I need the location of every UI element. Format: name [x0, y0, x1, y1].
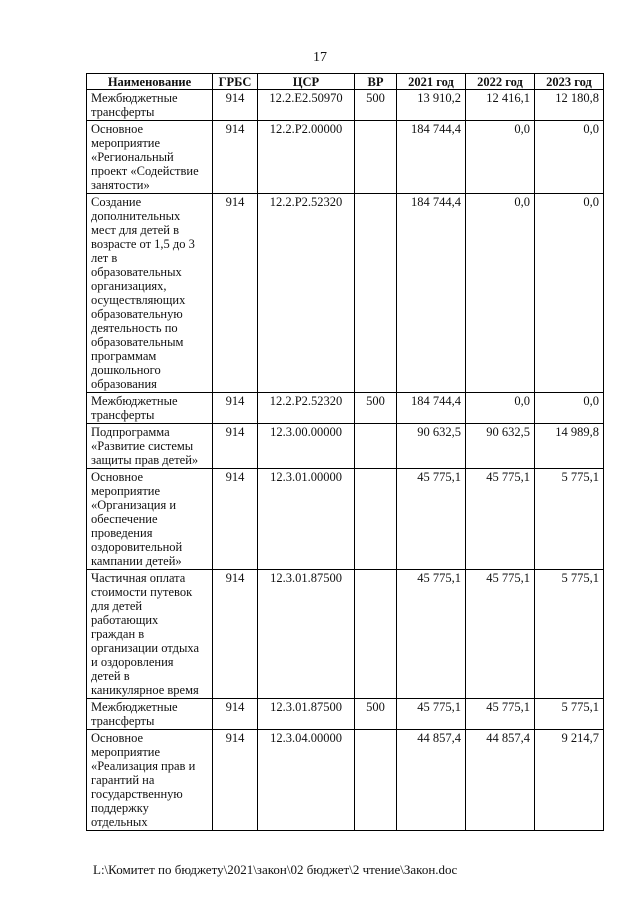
row-grbs-cell: 914 [213, 570, 258, 699]
row-name-line: осуществляющих [91, 293, 186, 307]
row-vr-cell: 500 [355, 699, 397, 730]
header-csr: ЦСР [258, 74, 355, 90]
table-header-row [87, 74, 604, 90]
table-row [87, 570, 604, 699]
row-name-cell [87, 570, 213, 699]
row-name-line: Частичная оплата [91, 571, 186, 585]
row-csr-cell: 12.3.01.00000 [258, 469, 355, 570]
table-row [87, 121, 604, 194]
row-2023-cell: 5 775,1 [535, 570, 604, 699]
footer-file-path: L:\Комитет по бюджету\2021\закон\02 бюджет\2 чтение\Закон.doc [93, 862, 458, 877]
row-2021-cell: 45 775,1 [397, 469, 466, 570]
row-csr-cell: 12.3.01.87500 [258, 570, 355, 699]
row-csr-cell: 12.3.00.00000 [258, 424, 355, 469]
row-name-line: мероприятие [91, 745, 161, 759]
row-2023-cell: 9 214,7 [535, 730, 604, 831]
row-2021-cell: 184 744,4 [397, 393, 466, 424]
row-name-line: детей в [91, 669, 130, 683]
row-name-line: мероприятие [91, 136, 161, 150]
row-2022-cell: 0,0 [466, 194, 535, 393]
row-name-line: оздоровительной [91, 540, 183, 554]
row-name-line: Межбюджетные [91, 394, 178, 408]
row-name-line: для детей [91, 599, 143, 613]
row-grbs-cell: 914 [213, 393, 258, 424]
header-vr: ВР [355, 74, 397, 90]
row-2023-cell: 0,0 [535, 194, 604, 393]
row-name-cell [87, 730, 213, 831]
row-csr-cell: 12.3.01.87500 [258, 699, 355, 730]
row-name-line: «Реализация прав и [91, 759, 196, 773]
row-name-line: проект «Содействие [91, 164, 199, 178]
row-vr-cell [355, 469, 397, 570]
row-name-cell [87, 90, 213, 121]
row-2022-cell: 45 775,1 [466, 699, 535, 730]
row-name-line: работающих [91, 613, 159, 627]
row-name-line: каникулярное время [91, 683, 199, 697]
row-csr-cell: 12.3.04.00000 [258, 730, 355, 831]
row-vr-cell [355, 194, 397, 393]
row-name-line: возрасте от 1,5 до 3 [91, 237, 195, 251]
row-name-line: Межбюджетные [91, 700, 178, 714]
row-2021-cell: 184 744,4 [397, 194, 466, 393]
table-row [87, 424, 604, 469]
row-vr-cell [355, 570, 397, 699]
row-name-line: поддержку [91, 801, 149, 815]
table-row [87, 469, 604, 570]
row-grbs-cell: 914 [213, 90, 258, 121]
row-name-line: трансферты [91, 408, 155, 422]
row-name-line: граждан в [91, 627, 145, 641]
row-name-line: защиты прав детей» [91, 453, 199, 467]
header-name: Наименование [87, 74, 213, 90]
row-name-cell [87, 393, 213, 424]
table-row [87, 699, 604, 730]
row-2021-cell: 45 775,1 [397, 570, 466, 699]
row-name-line: дополнительных [91, 209, 181, 223]
table-row [87, 393, 604, 424]
row-name-line: и оздоровления [91, 655, 174, 669]
row-name-line: организациях, [91, 279, 167, 293]
row-grbs-cell: 914 [213, 424, 258, 469]
row-name-line: проведения [91, 526, 153, 540]
row-2021-cell: 184 744,4 [397, 121, 466, 194]
row-vr-cell [355, 730, 397, 831]
header-2022: 2022 год [466, 74, 535, 90]
row-name-line: Основное [91, 122, 144, 136]
row-2022-cell: 90 632,5 [466, 424, 535, 469]
table-row [87, 194, 604, 393]
row-name-cell [87, 194, 213, 393]
row-name-line: государственную [91, 787, 183, 801]
row-name-line: образовательную [91, 307, 183, 321]
row-2023-cell: 14 989,8 [535, 424, 604, 469]
row-csr-cell: 12.2.P2.52320 [258, 393, 355, 424]
header-grbs: ГРБС [213, 74, 258, 90]
row-2022-cell: 44 857,4 [466, 730, 535, 831]
row-2021-cell: 90 632,5 [397, 424, 466, 469]
row-name-cell [87, 424, 213, 469]
row-2021-cell: 44 857,4 [397, 730, 466, 831]
row-name-cell [87, 469, 213, 570]
row-2022-cell: 0,0 [466, 121, 535, 194]
row-vr-cell: 500 [355, 90, 397, 121]
row-name-line: мест для детей в [91, 223, 180, 237]
row-vr-cell [355, 121, 397, 194]
row-vr-cell: 500 [355, 393, 397, 424]
row-2022-cell: 45 775,1 [466, 469, 535, 570]
table-row [87, 90, 604, 121]
row-csr-cell: 12.2.E2.50970 [258, 90, 355, 121]
budget-table [86, 73, 604, 831]
row-2023-cell: 0,0 [535, 393, 604, 424]
row-name-line: трансферты [91, 714, 155, 728]
row-name-line: мероприятие [91, 484, 161, 498]
row-name-line: Межбюджетные [91, 91, 178, 105]
row-vr-cell [355, 424, 397, 469]
row-name-line: стоимости путевок [91, 585, 193, 599]
row-2022-cell: 0,0 [466, 393, 535, 424]
row-name-line: образовательных [91, 265, 182, 279]
row-name-line: программам [91, 349, 157, 363]
row-grbs-cell: 914 [213, 699, 258, 730]
row-name-line: Основное [91, 470, 144, 484]
row-2023-cell: 5 775,1 [535, 469, 604, 570]
row-name-line: Основное [91, 731, 144, 745]
row-name-line: «Организация и [91, 498, 177, 512]
row-name-line: лет в [91, 251, 118, 265]
row-name-line: образовательным [91, 335, 184, 349]
row-2022-cell: 45 775,1 [466, 570, 535, 699]
row-2022-cell: 12 416,1 [466, 90, 535, 121]
row-csr-cell: 12.2.P2.52320 [258, 194, 355, 393]
row-name-line: «Региональный [91, 150, 174, 164]
row-csr-cell: 12.2.P2.00000 [258, 121, 355, 194]
row-2021-cell: 45 775,1 [397, 699, 466, 730]
row-name-line: кампании детей» [91, 554, 182, 568]
row-name-line: «Развитие системы [91, 439, 194, 453]
row-grbs-cell: 914 [213, 469, 258, 570]
row-name-line: гарантий на [91, 773, 155, 787]
row-grbs-cell: 914 [213, 730, 258, 831]
row-grbs-cell: 914 [213, 121, 258, 194]
row-name-line: трансферты [91, 105, 155, 119]
row-grbs-cell: 914 [213, 194, 258, 393]
row-name-line: дошкольного [91, 363, 161, 377]
row-name-line: деятельность по [91, 321, 178, 335]
row-2023-cell: 12 180,8 [535, 90, 604, 121]
header-2021: 2021 год [397, 74, 466, 90]
table-body [87, 90, 604, 831]
row-name-line: обеспечение [91, 512, 158, 526]
header-2023: 2023 год [535, 74, 604, 90]
row-name-line: занятости» [91, 178, 150, 192]
row-name-line: образования [91, 377, 157, 391]
row-2023-cell: 0,0 [535, 121, 604, 194]
row-name-line: Создание [91, 195, 142, 209]
row-name-line: Подпрограмма [91, 425, 170, 439]
row-name-cell [87, 699, 213, 730]
row-2023-cell: 5 775,1 [535, 699, 604, 730]
row-name-cell [87, 121, 213, 194]
row-2021-cell: 13 910,2 [397, 90, 466, 121]
row-name-line: организации отдыха [91, 641, 200, 655]
table-row [87, 730, 604, 831]
row-name-line: отдельных [91, 815, 148, 829]
page-number: 17 [313, 50, 327, 65]
